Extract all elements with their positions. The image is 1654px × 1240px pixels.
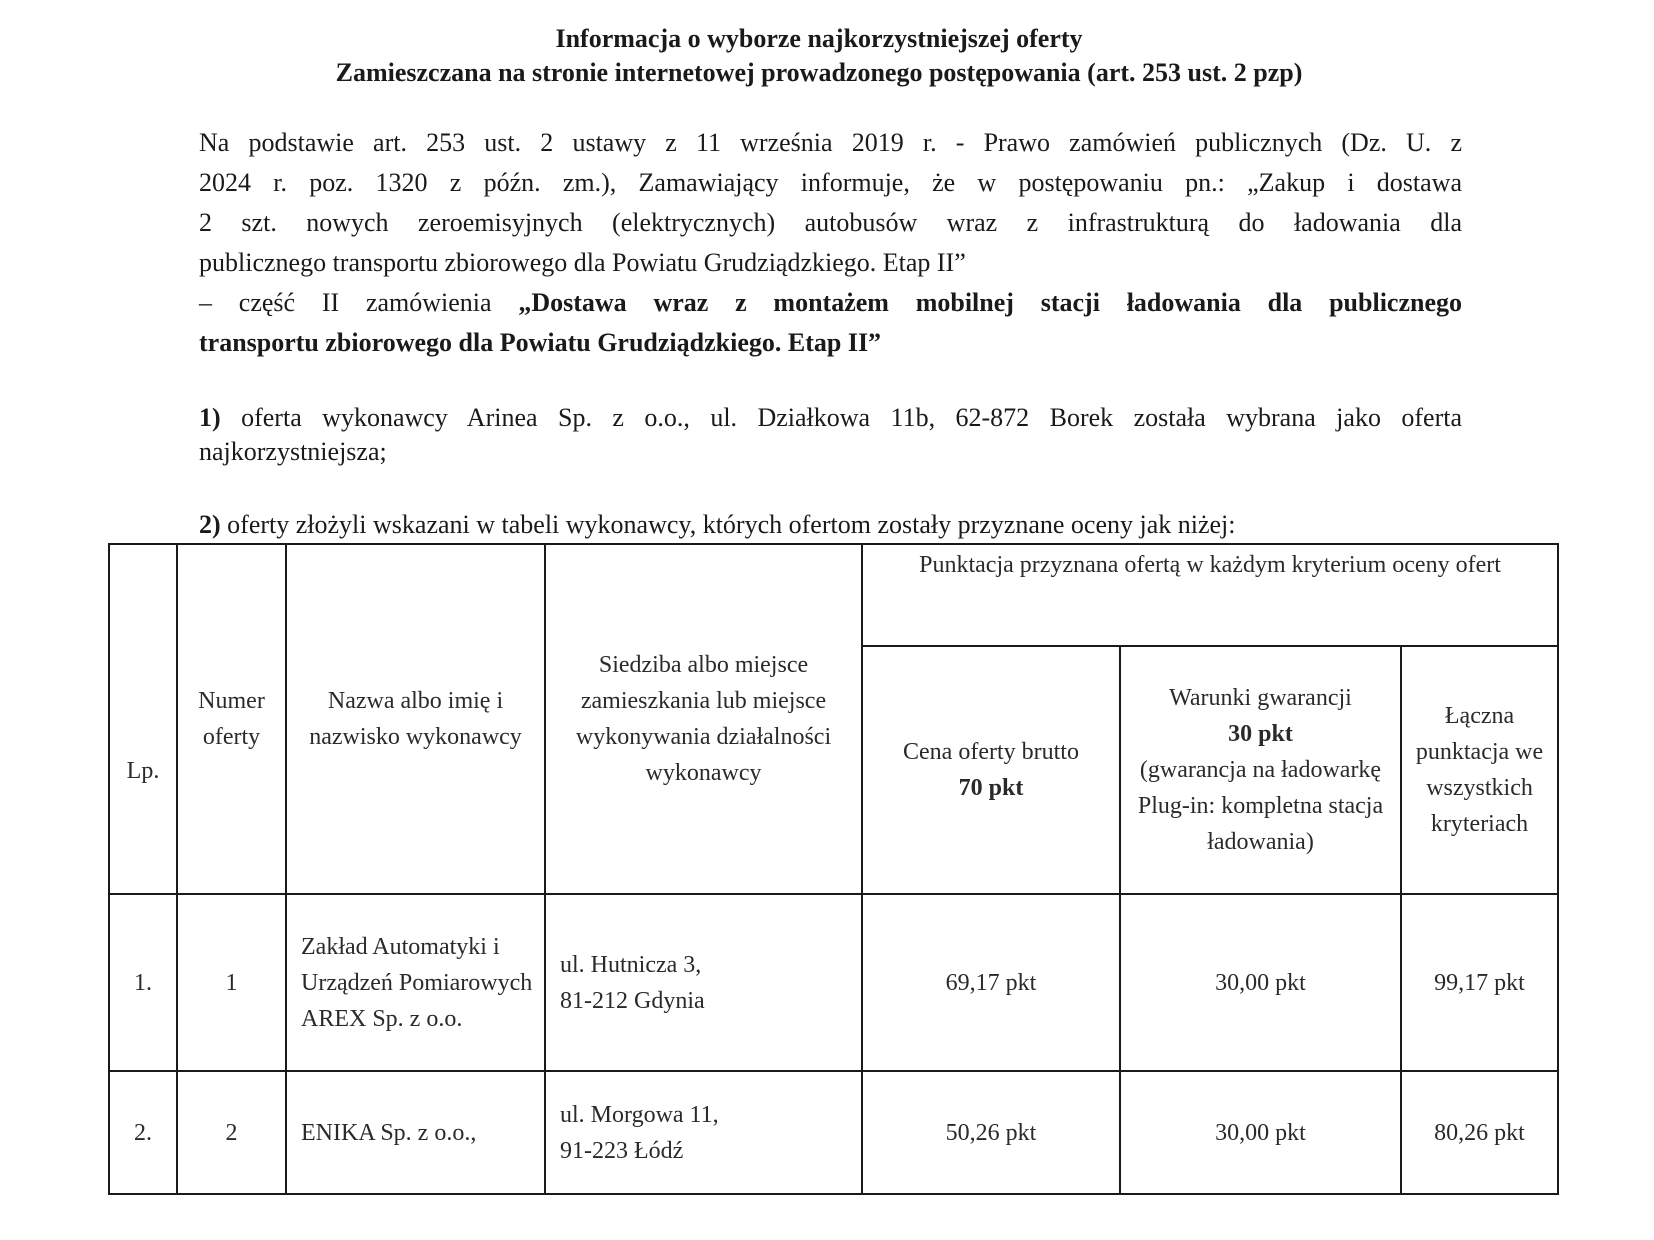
row-contractor-address: [545, 894, 862, 1071]
row-offer-number: 1: [177, 894, 286, 1071]
item1-number: 1): [199, 403, 221, 432]
intro-line-5: [199, 283, 1462, 323]
intro-line-6: transportu zbiorowego dla Powiatu Grudziądzkiego. Etap II”: [199, 328, 882, 357]
header-lp: Lp.: [109, 544, 177, 894]
row-total-score: 80,26 pkt: [1401, 1071, 1558, 1194]
row-total-score: 99,17 pkt: [1401, 894, 1558, 1071]
document-title: Informacja o wyborze najkorzystniejszej oferty: [555, 24, 1083, 53]
row-address-line-2: 81-212 Gdynia: [560, 987, 705, 1014]
intro-line-2: 2024 r. poz. 1320 z późn. zm.), Zamawiający informuje, że w postępowaniu pn.: „Zakup i dostawa: [199, 168, 1462, 197]
row-warranty-score: 30,00 pkt: [1120, 894, 1401, 1071]
table-row: [109, 894, 1558, 1071]
row-price-score: 69,17 pkt: [862, 894, 1120, 1071]
header-offer-number: Numer oferty: [177, 544, 286, 894]
document-subtitle: Zamieszczana na stronie internetowej prowadzonego postępowania (art. 253 ust. 2 pzp): [335, 58, 1303, 87]
row-contractor-name: ENIKA Sp. z o.o.,: [286, 1071, 545, 1194]
header-price-label: Cena oferty brutto: [903, 739, 1079, 765]
row-address-line-1: ul. Morgowa 11,: [560, 1101, 719, 1128]
header-scoring-group: Punktacja przyznana ofertą w każdym kryterium oceny ofert: [862, 544, 1558, 646]
offers-table: [108, 543, 1559, 1195]
row-lp: 1.: [109, 894, 177, 1071]
header-contractor-address: Siedziba albo miejsce zamieszkania lub miejsce wykonywania działalności wykonawcy: [545, 544, 862, 894]
header-price-points: 70 pkt: [958, 775, 1024, 801]
intro-line-3: 2 szt. nowych zeroemisyjnych (elektrycznych) autobusów wraz z infrastrukturą do ładowania dla: [199, 208, 1462, 237]
selected-offer-line-2: najkorzystniejsza;: [199, 437, 387, 466]
intro-line-5-prefix: – część II zamówienia: [199, 288, 519, 317]
intro-line-5-bold: „Dostawa wraz z montażem mobilnej stacji ładowania dla publicznego: [518, 288, 1463, 317]
selected-offer-paragraph: [199, 401, 1462, 469]
header-warranty: [1120, 646, 1401, 894]
offers-intro-line: [199, 508, 1462, 542]
row-contractor-address: [545, 1071, 862, 1194]
row-lp: 2.: [109, 1071, 177, 1194]
header-contractor-name: Nazwa albo imię i nazwisko wykonawcy: [286, 544, 545, 894]
row-price-score: 50,26 pkt: [862, 1071, 1120, 1194]
header-warranty-label: Warunki gwarancji: [1169, 685, 1352, 711]
intro-line-4: publicznego transportu zbiorowego dla Powiatu Grudziądzkiego. Etap II”: [199, 248, 966, 277]
table-row: [109, 1071, 1558, 1194]
row-offer-number: 2: [177, 1071, 286, 1194]
header-total: Łączna punktacja we wszystkich kryteriach: [1401, 646, 1558, 894]
offers-intro-paragraph: [199, 508, 1462, 542]
intro-paragraph: [199, 123, 1462, 363]
selected-offer-line-1: [199, 401, 1462, 435]
header-warranty-points: 30 pkt: [1228, 721, 1293, 747]
header-price: [862, 646, 1120, 894]
intro-line-1: Na podstawie art. 253 ust. 2 ustawy z 11 września 2019 r. - Prawo zamówień publicznych (Dz. U. z: [199, 128, 1462, 157]
row-address-line-2: 91-223 Łódź: [560, 1137, 684, 1164]
row-contractor-name: Zakład Automatyki i Urządzeń Pomiarowych AREX Sp. z o.o.: [286, 894, 545, 1071]
item1-text: oferta wykonawcy Arinea Sp. z o.o., ul. Działkowa 11b, 62-872 Borek została wybrana jako oferta: [220, 403, 1462, 432]
header-warranty-note: (gwarancja na ładowarkę Plug-in: kompletna stacja ładowania): [1137, 757, 1384, 855]
item2-text: oferty złożyli wskazani w tabeli wykonawcy, których ofertom zostały przyznane oceny jak niżej:: [220, 510, 1236, 539]
table-header-row-1: [109, 544, 1558, 646]
item2-number: 2): [199, 510, 221, 539]
row-warranty-score: 30,00 pkt: [1120, 1071, 1401, 1194]
row-address-line-1: ul. Hutnicza 3,: [560, 951, 702, 978]
